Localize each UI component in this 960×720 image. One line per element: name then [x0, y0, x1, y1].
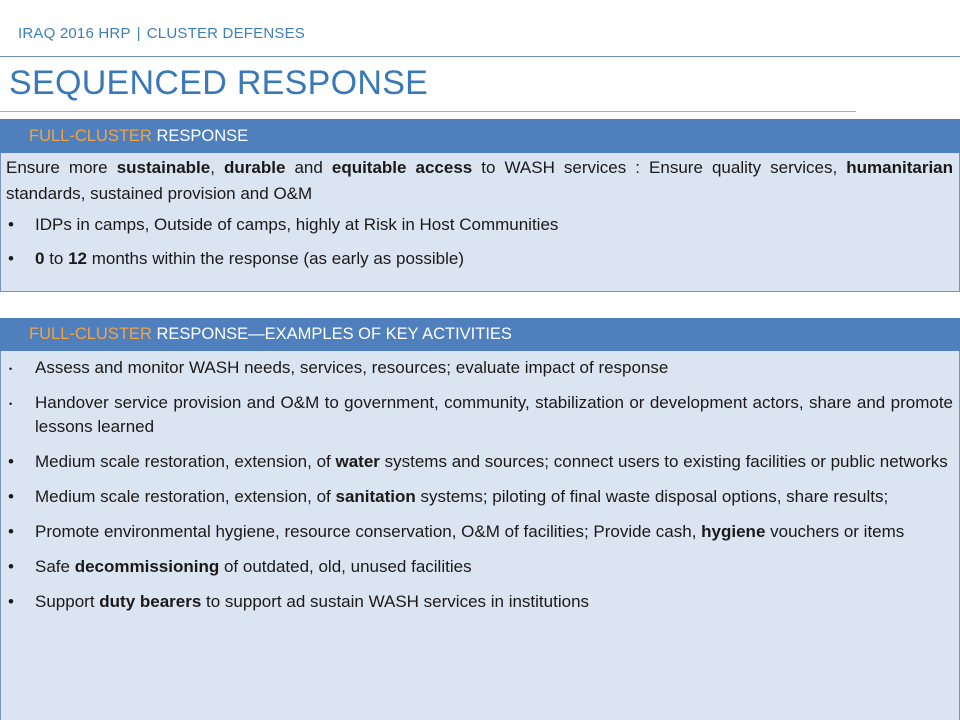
text-run: Support: [35, 592, 100, 611]
bullet-icon: •: [8, 592, 14, 611]
key-activities-panel: [0, 318, 960, 720]
panel-header-highlight: FULL-CLUSTER: [29, 127, 152, 145]
bullet-icon: •: [8, 452, 14, 471]
text-run: Safe: [35, 557, 75, 576]
list-item: [1, 247, 959, 271]
breadcrumb: [18, 25, 305, 42]
page-title: SEQUENCED RESPONSE: [9, 64, 429, 102]
panel-intro-text: [1, 153, 959, 207]
top-divider: [0, 56, 960, 57]
text-run: Ensure more: [6, 158, 117, 177]
text-run: Medium scale restoration, extension, of: [35, 487, 336, 506]
list-item: [1, 555, 959, 579]
activities-bullet-list: [1, 356, 959, 614]
panel-header: [0, 318, 960, 351]
full-cluster-response-panel: [0, 119, 960, 292]
text-run: months within the response (as early as possible): [87, 249, 465, 268]
text-run: ,: [210, 158, 224, 177]
emphasis-text: sustainable: [116, 158, 211, 177]
text-run: to WASH services : Ensure quality services,: [472, 158, 847, 177]
text-run: Assess and monitor WASH needs, services, resources; evaluate impact of response: [35, 358, 669, 377]
breadcrumb-subsection: CLUSTER DEFENSES: [146, 25, 305, 42]
panel-header: [0, 119, 960, 153]
breadcrumb-section: IRAQ 2016 HRP: [18, 25, 131, 42]
emphasis-text: 12: [68, 249, 88, 268]
list-item: [1, 356, 959, 380]
panel-header-highlight: FULL-CLUSTER: [29, 325, 152, 343]
text-run: standards, sustained provision and O&M: [6, 184, 313, 203]
bullet-icon: •: [8, 487, 14, 506]
text-run: to support ad sustain WASH services in institutions: [201, 592, 590, 611]
bullet-icon: •: [8, 249, 14, 268]
bullet-icon: •: [8, 215, 14, 234]
panel-header-label: RESPONSE—EXAMPLES OF KEY ACTIVITIES: [151, 325, 512, 343]
list-item: [1, 485, 959, 509]
bullet-icon: •: [9, 399, 13, 409]
list-item: [1, 213, 959, 237]
text-run: Medium scale restoration, extension, of: [35, 452, 336, 471]
panel-header-label: RESPONSE: [151, 127, 249, 145]
text-run: systems; piloting of final waste disposal options, share results;: [415, 487, 889, 506]
emphasis-text: equitable access: [331, 158, 473, 177]
list-item: [1, 450, 959, 474]
text-run: of outdated, old, unused facilities: [219, 557, 472, 576]
emphasis-text: sanitation: [335, 487, 416, 506]
panel-bullet-list: [1, 213, 959, 271]
list-item: [1, 590, 959, 614]
text-run: systems and sources; connect users to existing facilities or public networks: [379, 452, 948, 471]
emphasis-text: humanitarian: [846, 158, 954, 177]
bullet-icon: •: [9, 364, 13, 374]
breadcrumb-separator: |: [136, 25, 141, 42]
emphasis-text: durable: [224, 158, 286, 177]
emphasis-text: water: [335, 452, 380, 471]
text-run: vouchers or items: [765, 522, 905, 541]
text-run: Handover service provision and O&M to government, community, stabilization or development actors, share and promote lessons learned: [35, 393, 953, 436]
title-divider: [0, 111, 856, 112]
emphasis-text: decommissioning: [74, 557, 220, 576]
bullet-icon: •: [8, 522, 14, 541]
list-item: [1, 520, 959, 544]
text-run: and: [285, 158, 332, 177]
bullet-icon: •: [8, 557, 14, 576]
emphasis-text: hygiene: [701, 522, 766, 541]
list-item: [1, 391, 959, 439]
text-run: to: [44, 249, 69, 268]
text-run: Promote environmental hygiene, resource conservation, O&M of facilities; Provide cash,: [35, 522, 702, 541]
text-run: IDPs in camps, Outside of camps, highly at Risk in Host Communities: [35, 215, 559, 234]
emphasis-text: duty bearers: [99, 592, 202, 611]
emphasis-text: 0: [35, 249, 45, 268]
